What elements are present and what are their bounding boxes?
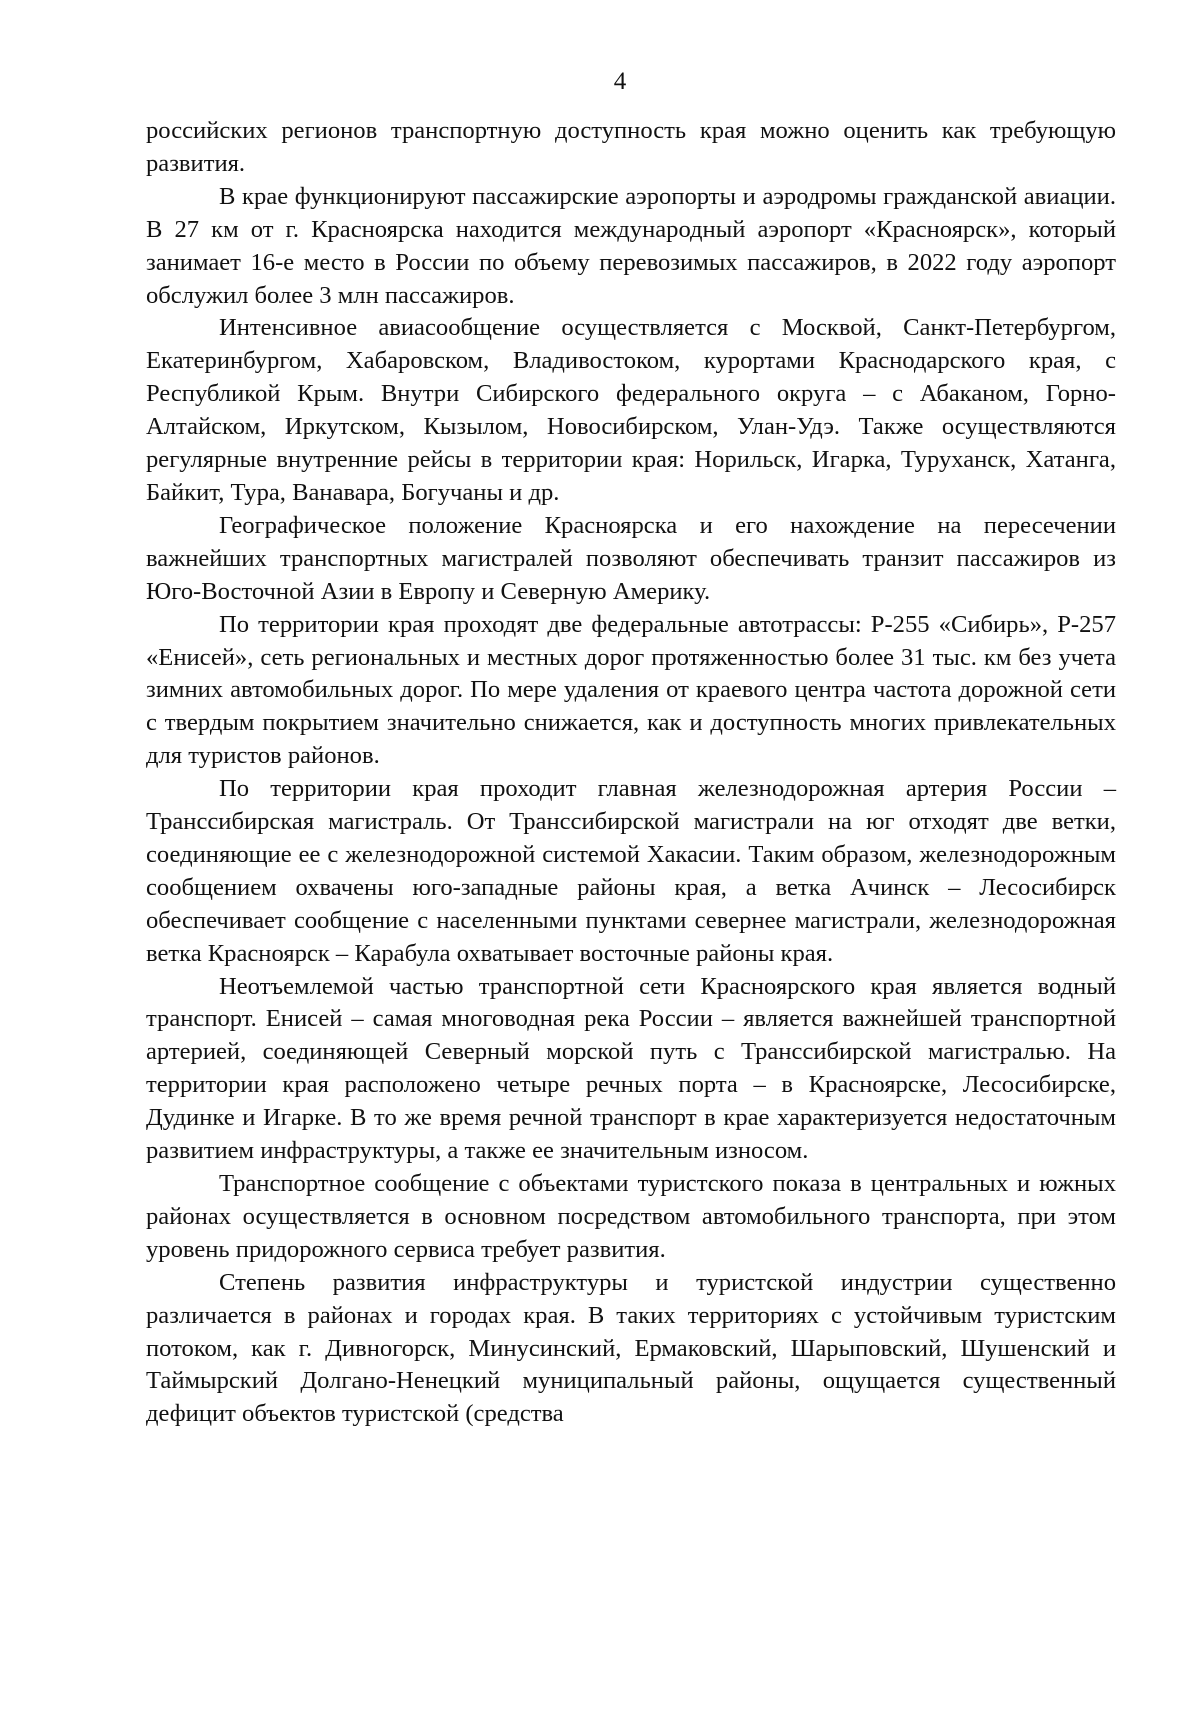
paragraph-highways: По территории края проходят две федеральные автотрассы: Р-255 «Сибирь», Р-257 «Енисей», сеть региональных и местных дорог протяженностью более 31 тыс. км без учета зимних автомобильных дорог. По мере удаления от краевого центра частота дорожной сети с твердым покрытием значительно снижается, как и доступность многих привлекательных для туристов районов. (146, 610, 1116, 770)
paragraph-airports: В крае функционируют пассажирские аэропорты и аэродромы гражданской авиации. В 27 км от г. Красноярска находится международный аэропорт «Красноярск», который занимает 16-е место в России по объему перевозимых пассажиров, в 2022 году аэропорт обслужил более 3 млн пассажиров. (146, 182, 1116, 309)
paragraph-geographic-position: Географическое положение Красноярска и его нахождение на пересечении важнейших транспортных магистралей позволяют обеспечивать транзит пассажиров из Юго-Восточной Азии в Европу и Северную Америку. (146, 511, 1116, 605)
page-number: 4 (613, 68, 627, 95)
paragraph-water-transport: Неотъемлемой частью транспортной сети Красноярского края является водный транспорт. Енисей – самая многоводная река России – является важнейшей транспортной артерией, соединяющей Северный морской путь с Транссибирской магистралью. На территории края расположено четыре речных порта – в Красноярске, Лесосибирске, Дудинке и Игарке. В то же время речной транспорт в крае характеризуется недостаточным развитием инфраструктуры, а также ее значительным износом. (146, 972, 1116, 1165)
paragraph-air-routes: Интенсивное авиасообщение осуществляется с Москвой, Санкт-Петербургом, Екатеринбургом, Хабаровском, Владивостоком, курортами Краснодарского края, с Республикой Крым. Внутри Сибирского федерального округа – с Абаканом, Горно-Алтайском, Иркутском, Кызылом, Новосибирском, Улан-Удэ. Также осуществляются регулярные внутренние рейсы в территории края: Норильск, Игарка, Туруханск, Хатанга, Байкит, Тура, Ванавара, Богучаны и др. (146, 314, 1116, 506)
paragraph-railway: По территории края проходит главная железнодорожная артерия России – Транссибирская магистраль. От Транссибирской магистрали на юг отходят две ветки, соединяющие ее с железнодорожной системой Хакасии. Таким образом, железнодорожным сообщением охвачены юго-западные районы края, а ветка Ачинск – Лесосибирск обеспечивает сообщение с населенными пунктами севернее магистрали, железнодорожная ветка Красноярск – Карабула охватывает восточные районы края. (146, 775, 1116, 967)
paragraph-road-access: Транспортное сообщение с объектами туристского показа в центральных и южных районах осуществляется в основном посредством автомобильного транспорта, при этом уровень придорожного сервиса требует развития. (146, 1170, 1116, 1263)
document-body (146, 115, 1116, 1431)
paragraph-continuation: российских регионов транспортную доступность края можно оценить как требующую развития. (146, 117, 1116, 177)
paragraph-infrastructure: Степень развития инфраструктуры и туристской индустрии существенно различается в районах и городах края. В таких территориях с устойчивым туристским потоком, как г. Дивногорск, Минусинский, Ермаковский, Шарыповский, Шушенский и Таймырский Долгано-Ненецкий муниципальный районы, ощущается существенный дефицит объектов туристской (средства (146, 1268, 1116, 1428)
